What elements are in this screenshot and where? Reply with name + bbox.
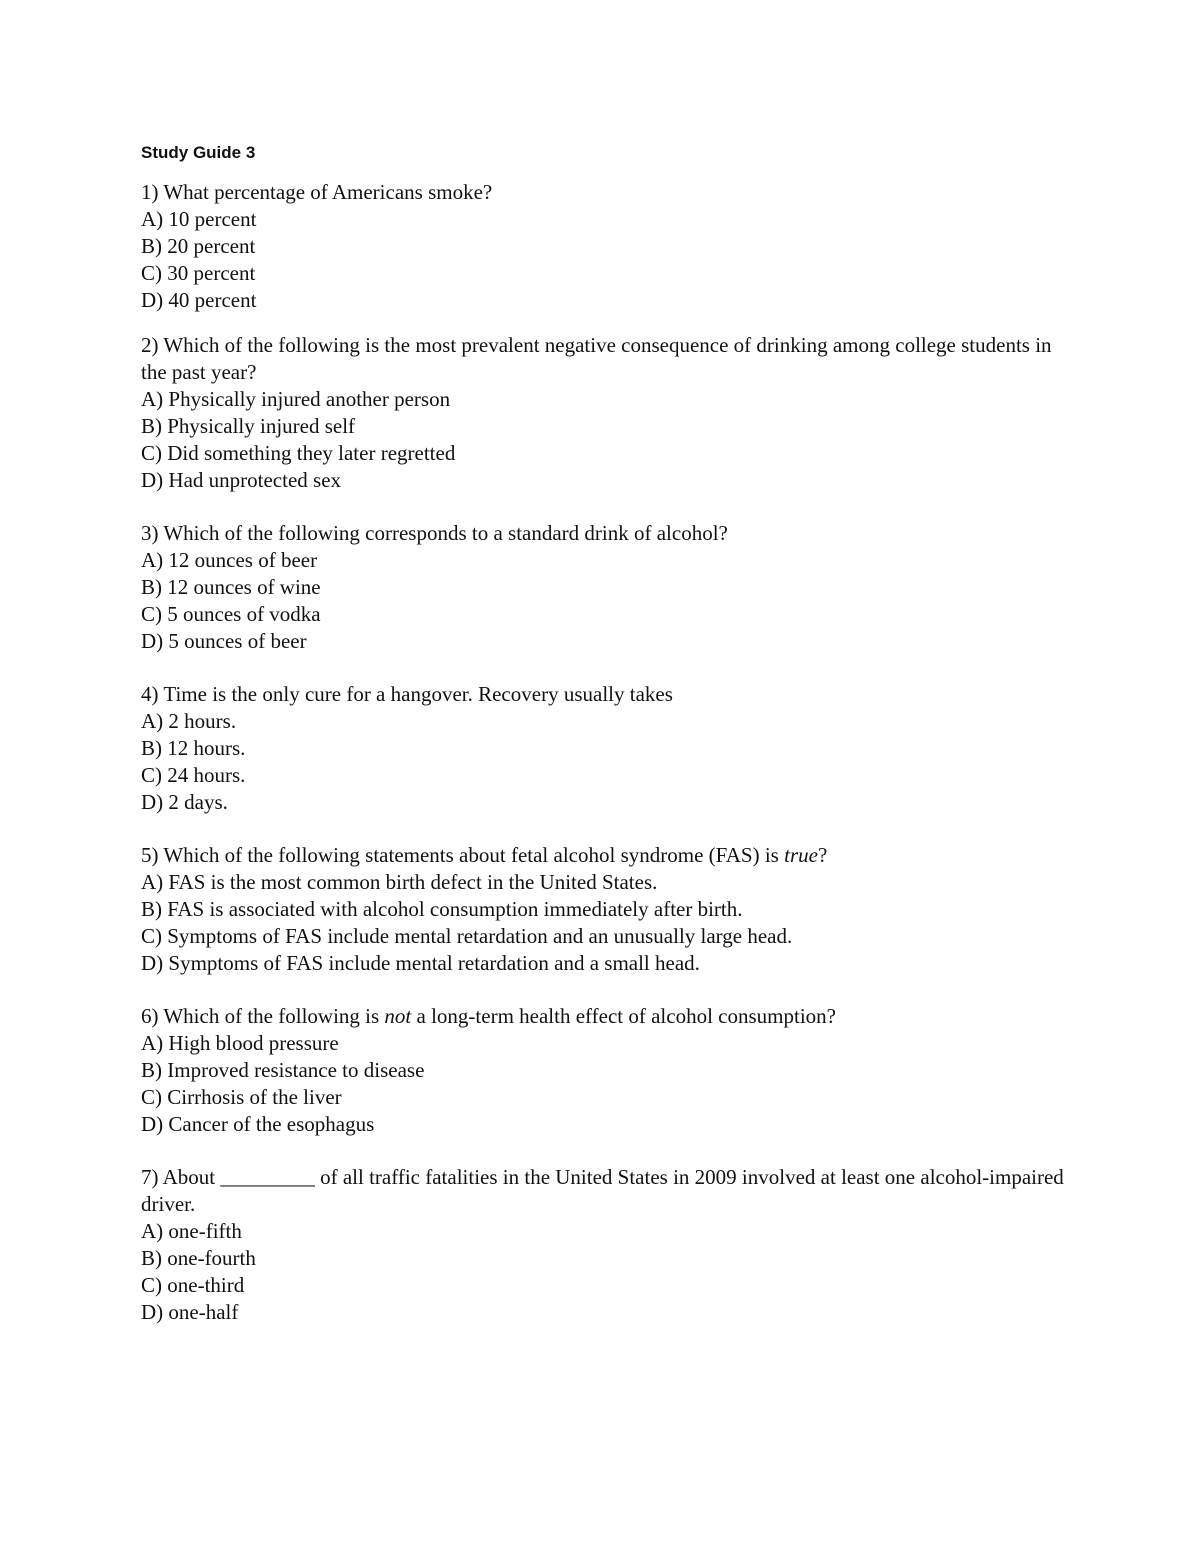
answer-option-d: D) Had unprotected sex [141,468,342,492]
question-text-before: 5) Which of the following statements about fetal alcohol syndrome (FAS) is [141,843,785,867]
question-text [141,842,1081,869]
answer-option-c: C) Symptoms of FAS include mental retardation and an unusually large head. [141,924,793,948]
answer-option-d: D) Cancer of the esophagus [141,1112,375,1136]
question-text: 4) Time is the only cure for a hangover. Recovery usually takes [141,682,673,706]
question-5 [141,842,1081,977]
answer-option-a: A) 2 hours. [141,709,237,733]
question-text-emphasis: not [384,1004,412,1028]
answer-option-a: A) one-fifth [141,1219,242,1243]
answer-option-b: B) 20 percent [141,234,256,258]
question-text: 7) About _________ of all traffic fatalities in the United States in 2009 involved at least one alcohol-impaired driver. [141,1165,1064,1216]
question-6 [141,1003,1081,1138]
question-3 [141,520,1081,655]
question-text-after: ? [817,843,828,867]
answer-option-b: B) Improved resistance to disease [141,1058,425,1082]
question-text-emphasis: true [784,843,818,867]
answer-option-a: A) Physically injured another person [141,387,451,411]
answer-option-d: D) 5 ounces of beer [141,629,307,653]
question-text [141,1003,1081,1030]
question-7 [141,1164,1081,1326]
answer-option-a: A) FAS is the most common birth defect in the United States. [141,870,658,894]
answer-option-b: B) FAS is associated with alcohol consumption immediately after birth. [141,897,743,921]
answer-option-c: C) Did something they later regretted [141,441,456,465]
answer-option-c: C) one-third [141,1273,245,1297]
question-text: 1) What percentage of Americans smoke? [141,180,493,204]
page-title: Study Guide 3 [141,143,256,162]
question-4 [141,681,1081,816]
answer-option-a: A) 12 ounces of beer [141,548,318,572]
document-page [141,140,1081,1326]
answer-option-d: D) Symptoms of FAS include mental retardation and a small head. [141,951,700,975]
answer-option-c: C) 5 ounces of vodka [141,602,321,626]
question-text-before: 6) Which of the following is [141,1004,385,1028]
answer-option-b: B) one-fourth [141,1246,256,1270]
answer-option-b: B) 12 hours. [141,736,246,760]
answer-option-c: C) 30 percent [141,261,256,285]
question-text-after: a long-term health effect of alcohol consumption? [411,1004,836,1028]
answer-option-d: D) one-half [141,1300,239,1324]
answer-option-c: C) Cirrhosis of the liver [141,1085,342,1109]
answer-option-d: D) 40 percent [141,288,257,312]
question-1 [141,179,1081,314]
answer-option-c: C) 24 hours. [141,763,246,787]
answer-option-a: A) High blood pressure [141,1031,339,1055]
answer-option-b: B) 12 ounces of wine [141,575,321,599]
question-2 [141,332,1081,494]
answer-option-a: A) 10 percent [141,207,257,231]
answer-option-d: D) 2 days. [141,790,228,814]
question-text: 3) Which of the following corresponds to a standard drink of alcohol? [141,521,728,545]
answer-option-b: B) Physically injured self [141,414,356,438]
question-text: 2) Which of the following is the most prevalent negative consequence of drinking among college students in the past year? [141,333,1052,384]
